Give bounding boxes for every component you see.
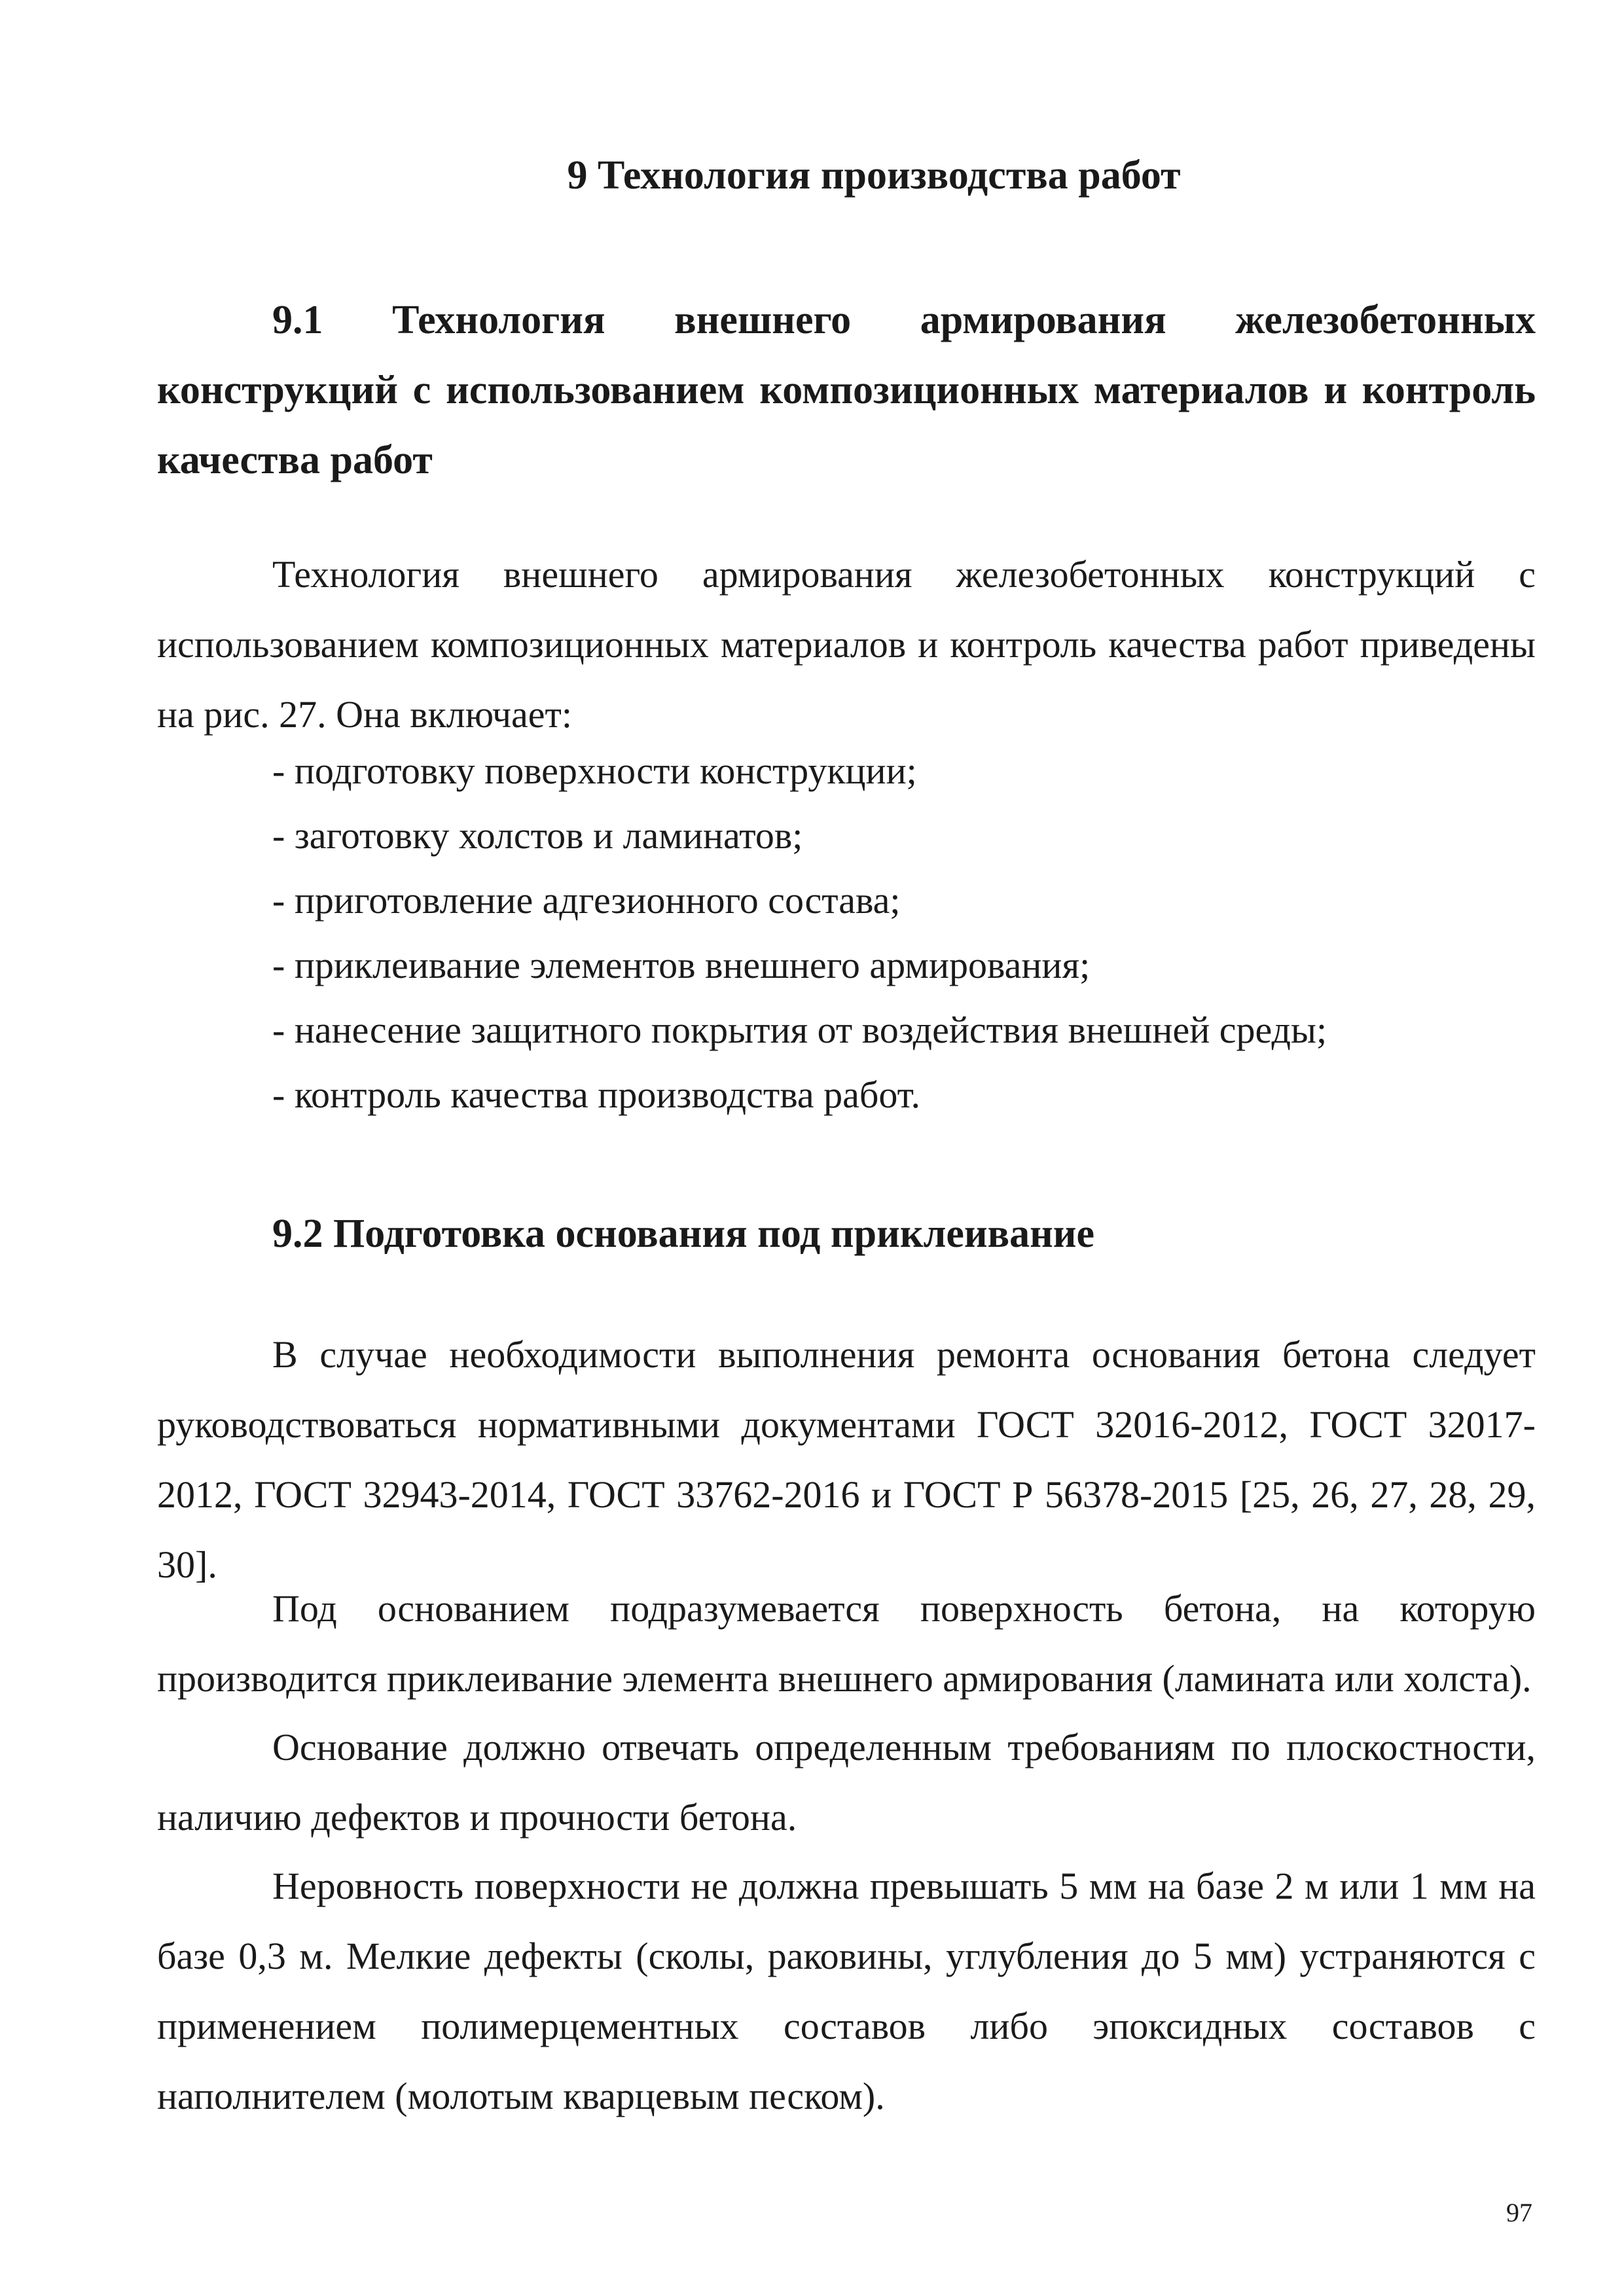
- section-title-9-2-text: 9.2 Подготовка основания под приклеивание: [272, 1211, 1095, 1256]
- list-item: - приготовление адгезионного состава;: [272, 879, 901, 922]
- list-item: - подготовку поверхности конструкции;: [272, 749, 917, 792]
- list-item: - приклеивание элементов внешнего армирования;: [272, 944, 1091, 986]
- steps-list: [272, 738, 1536, 1127]
- list-item: - контроль качества производства работ.: [272, 1073, 921, 1116]
- base-definition-paragraph: Под основанием подразумевается поверхность бетона, на которую производится приклеивание элемента внешнего армирования (ламината или холста).: [157, 1587, 1536, 1700]
- list-item: - нанесение защитного покрытия от воздействия внешней среды;: [272, 1009, 1327, 1051]
- repair-paragraph: В случае необходимости выполнения ремонта основания бетона следует руководствоваться нормативными документами ГОСТ 32016-2012, ГОСТ 32017-2012, ГОСТ 32943-2014, ГОСТ 33762-2016 и ГОСТ Р 56378-2015 [25, 26, 27, 28, 29, 30].: [157, 1333, 1536, 1586]
- intro-paragraph: Технология внешнего армирования железобетонных конструкций с использованием композиционных материалов и контроль качества работ приведены на рис. 27. Она включает:: [157, 553, 1536, 736]
- page-number: 97: [1506, 2198, 1532, 2227]
- section-title-9-1: [157, 285, 1536, 495]
- unevenness-paragraph: Неровность поверхности не должна превышать 5 мм на базе 2 м или 1 мм на базе 0,3 м. Мелкие дефекты (сколы, раковины, углубления до 5 мм) устраняются с применением полимерцементных составов либо эпоксидных составов с наполнителем (молотым кварцевым песком).: [157, 1865, 1536, 2117]
- section-title-9-2: [157, 1199, 1536, 1269]
- section-title-9-1-text: 9.1 Технология внешнего армирования железобетонных конструкций с использованием композиционных материалов и контроль качества работ: [157, 298, 1536, 482]
- list-item: - заготовку холстов и ламинатов;: [272, 814, 803, 857]
- chapter-title: 9 Технология производства работ: [567, 153, 1181, 198]
- base-requirements-paragraph: Основание должно отвечать определенным требованиям по плоскостности, наличию дефектов и прочности бетона.: [157, 1726, 1536, 1839]
